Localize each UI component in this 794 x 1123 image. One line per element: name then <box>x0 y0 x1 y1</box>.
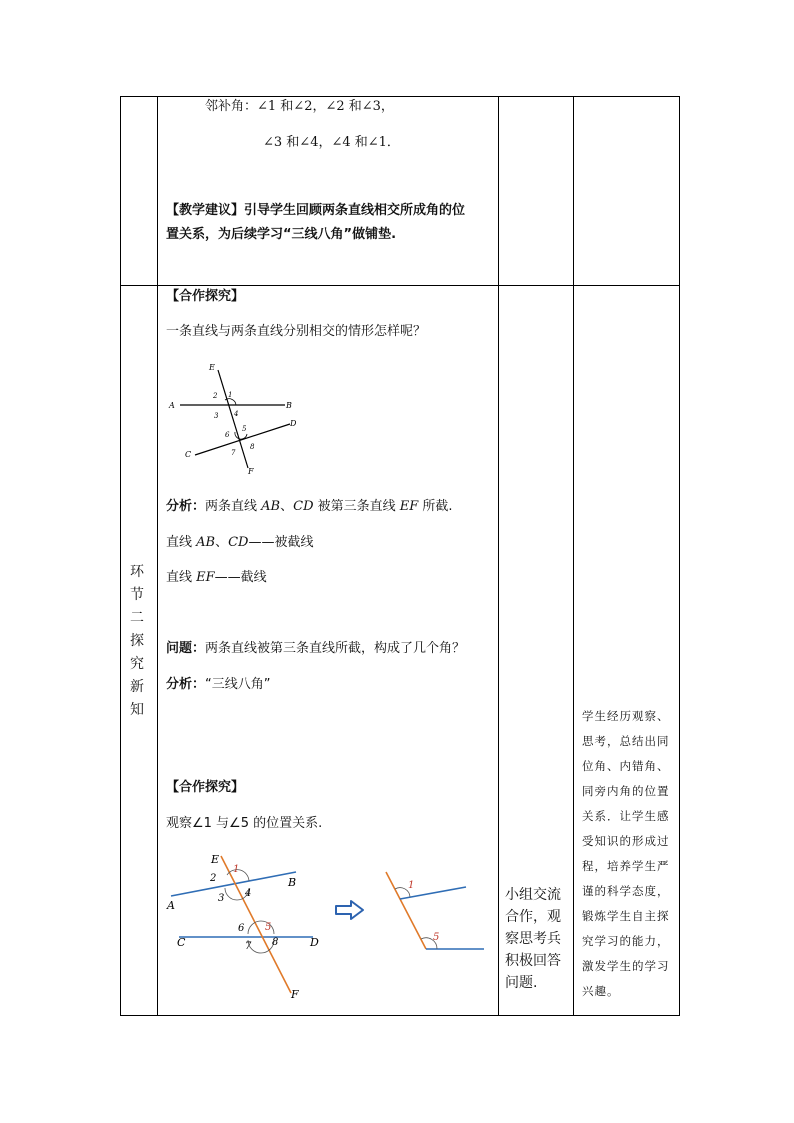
analysis-label: 分析： <box>166 499 206 514</box>
fig1-num-8: 8 <box>250 443 255 451</box>
analysis-2 <box>166 676 271 694</box>
fig2-label-B: B <box>288 876 297 889</box>
stage-char-4: 探 <box>130 633 144 649</box>
fig1-num-1: 1 <box>228 391 233 399</box>
fig2-num-6: 6 <box>238 923 245 934</box>
teaching-suggestion <box>166 202 465 220</box>
fig2-num-3: 3 <box>218 893 225 904</box>
analysis2-label: 分析： <box>166 677 206 692</box>
stage-char-1: 环 <box>130 564 144 580</box>
figure-angles-1-5 <box>378 862 488 957</box>
fig2-num-5: 5 <box>265 922 272 933</box>
observe-text: 观察∠1 与∠5 的位置关系. <box>166 816 323 831</box>
fig1-num-5: 5 <box>242 425 247 433</box>
question-1: 一条直线与两条直线分别相交的情形怎样呢？ <box>166 324 427 339</box>
cut-lines-definition <box>166 534 314 552</box>
figure-three-lines-1 <box>165 360 310 475</box>
analysis-text-b: 被第三条直线 <box>313 499 400 514</box>
fig2-num-2: 2 <box>210 873 217 884</box>
right-arrow-icon <box>333 898 367 922</box>
fig1-num-7: 7 <box>231 449 236 457</box>
analysis-text-a: 两条直线 <box>205 499 262 514</box>
fig1-num-3: 3 <box>214 412 219 420</box>
transversal-segment <box>386 872 426 949</box>
adjacent-angles-line2: ∠3 和∠4，∠4 和∠1． <box>263 135 400 150</box>
cut-lines-suffix: ——被截线 <box>248 535 314 550</box>
analysis2-text: “三线八角” <box>205 677 271 692</box>
line-ef-orange <box>221 856 291 993</box>
fig3-num-5: 5 <box>433 932 440 943</box>
stage-char-3: 二 <box>130 610 144 626</box>
analysis-cd: CD <box>293 499 314 514</box>
student-activity: 小组交流合作，观察思考兵积极回答问题. <box>505 887 561 991</box>
design-intent-note: 学生经历观察、思考，总结出同位角、内错角、同旁内角的位置关系．让学生感受知识的形成过程，培养学生严谨的科学态度，锻炼学生自主探究学习的能力，激发学生的学习兴趣。 <box>582 709 670 998</box>
fig1-label-D: D <box>290 419 297 428</box>
cutting-prefix: 直线 <box>166 570 197 585</box>
analysis-1 <box>166 498 453 516</box>
question-text: 两条直线被第三条直线所截，构成了几个角？ <box>205 641 466 656</box>
fig1-label-C: C <box>185 450 192 459</box>
adjacent-angles-line1: 邻补角：∠1 和∠2，∠2 和∠3， <box>205 99 394 114</box>
fig1-num-6: 6 <box>225 431 230 439</box>
fig2-num-8: 8 <box>272 937 279 948</box>
fig2-num-4: 4 <box>245 888 252 899</box>
stage-char-7: 知 <box>130 702 144 718</box>
cut-lines-prefix: 直线 <box>166 535 197 550</box>
suggestion-tag: 【教学建议】 <box>166 203 245 218</box>
analysis-text-c: 所截. <box>418 499 453 514</box>
stage-char-2: 节 <box>130 587 144 603</box>
cut-lines-cd: CD <box>228 535 249 550</box>
cutting-suffix: ——截线 <box>214 570 267 585</box>
fig3-num-1: 1 <box>408 880 415 891</box>
fig1-num-2: 2 <box>213 392 218 400</box>
fig2-label-D: D <box>310 936 319 949</box>
question-label: 问题： <box>166 641 206 656</box>
analysis-ab: AB <box>261 499 281 514</box>
suggestion-text1: 引导学生回顾两条直线相交所成角的位 <box>244 203 466 218</box>
cut-lines-sep: 、 <box>215 535 229 550</box>
analysis-sep: 、 <box>280 499 294 514</box>
cut-lines-ab: AB <box>196 535 216 550</box>
fig2-label-C: C <box>177 936 186 949</box>
fig2-label-E: E <box>211 853 220 866</box>
fig2-label-A: A <box>167 899 175 912</box>
cutting-line-definition <box>166 569 267 587</box>
suggestion-text2: 置关系，为后续学习“三线八角”做铺垫. <box>166 227 397 242</box>
fig1-label-B: B <box>286 401 292 410</box>
figure-three-lines-2 <box>163 848 328 1003</box>
fig1-label-F: F <box>248 467 254 475</box>
fig2-label-F: F <box>291 988 299 1001</box>
analysis-ef: EF <box>399 499 419 514</box>
fig1-num-4: 4 <box>234 410 239 418</box>
fig1-label-E: E <box>209 363 215 372</box>
question-2 <box>166 640 465 658</box>
line-ab-blue <box>171 872 296 896</box>
explore-heading-2: 【合作探究】 <box>166 780 245 795</box>
fig2-num-7: 7 <box>245 941 252 952</box>
stage-char-5: 究 <box>130 656 144 672</box>
fig2-num-1: 1 <box>233 864 240 875</box>
explore-heading-1: 【合作探究】 <box>166 289 245 304</box>
cutting-ef: EF <box>196 570 215 585</box>
stage-char-6: 新 <box>130 679 144 695</box>
fig1-label-A: A <box>169 401 175 410</box>
